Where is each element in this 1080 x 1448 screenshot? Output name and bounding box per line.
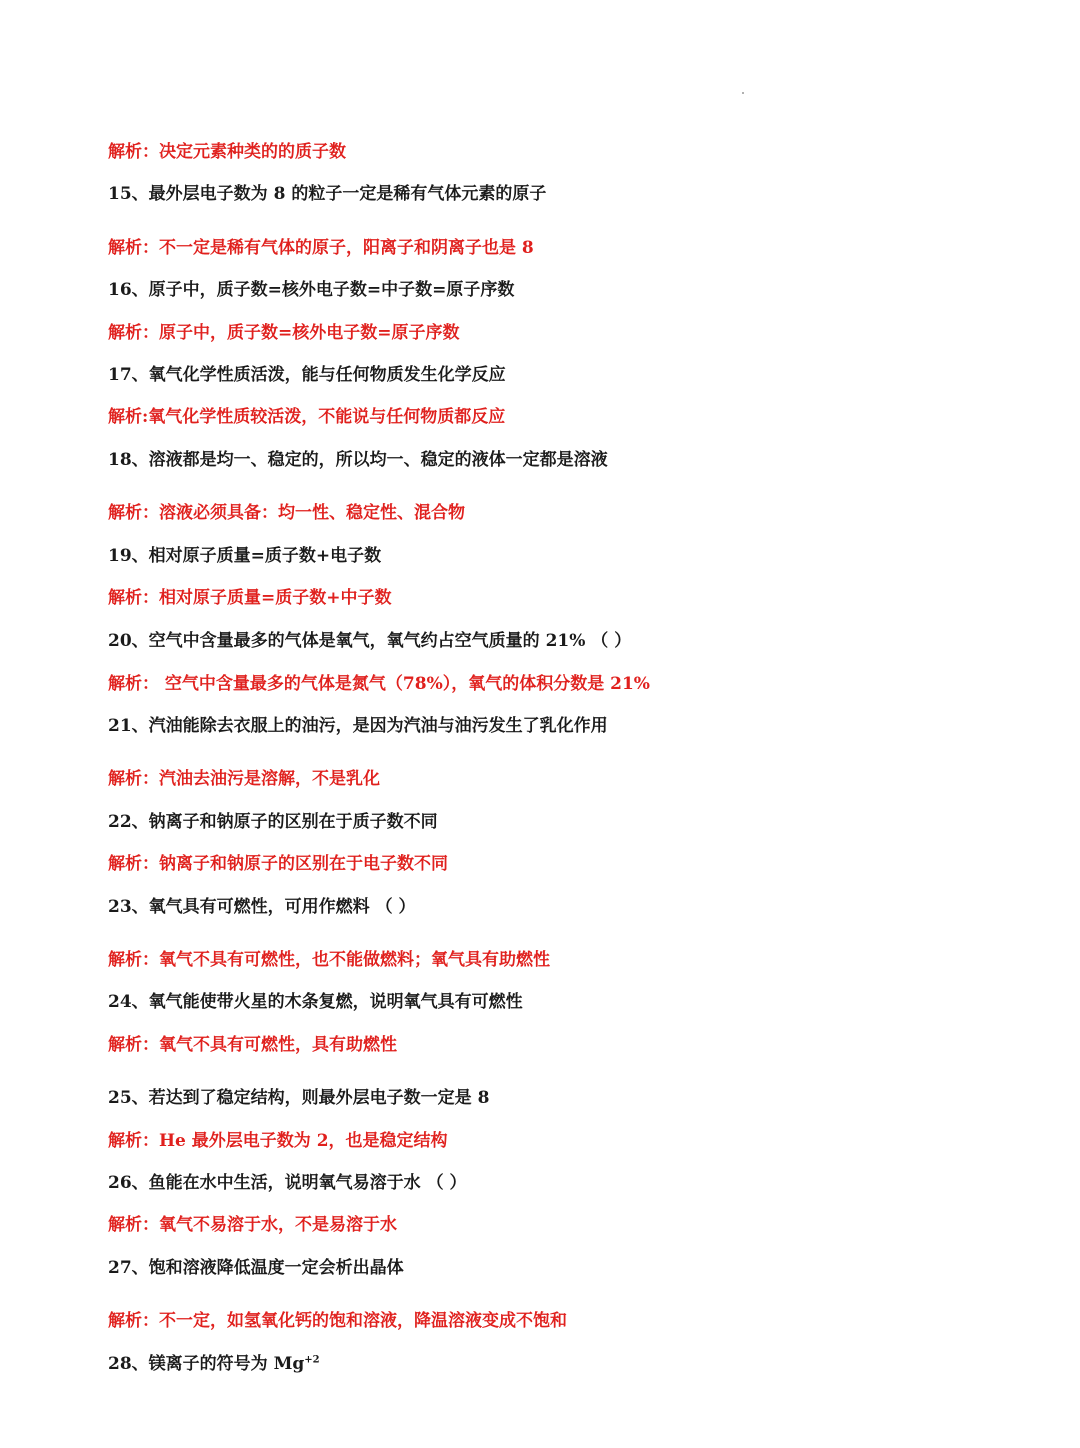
question-line: 18、溶液都是均一、稳定的，所以均一、稳定的液体一定都是溶液	[108, 450, 608, 470]
question-text: 28、镁离子的符号为 Mg	[108, 1354, 305, 1374]
question-line: 16、原子中，质子数=核外电子数=中子数=原子序数	[108, 280, 515, 300]
answer-line: 解析：原子中，质子数=核外电子数=原子序数	[108, 323, 460, 343]
question-line: 25、若达到了稳定结构，则最外层电子数一定是 8	[108, 1088, 490, 1108]
charge-superscript: +2	[304, 1354, 320, 1366]
answer-line: 解析：钠离子和钠原子的区别在于电子数不同	[108, 854, 448, 874]
answer-line: 解析：溶液必须具备：均一性、稳定性、混合物	[108, 503, 465, 523]
answer-line: 解析：决定元素种类的的质子数	[108, 142, 346, 162]
answer-line: 解析:氧气化学性质较活泼，不能说与任何物质都反应	[108, 407, 506, 427]
question-line: 15、最外层电子数为 8 的粒子一定是稀有气体元素的原子	[108, 184, 547, 204]
question-line: 17、氧气化学性质活泼，能与任何物质发生化学反应	[108, 365, 506, 385]
answer-line: 解析：氧气不具有可燃性，也不能做燃料；氧气具有助燃性	[108, 950, 550, 970]
answer-line: 解析：不一定，如氢氧化钙的饱和溶液，降温溶液变成不饱和	[108, 1311, 567, 1331]
question-line: 23、氧气具有可燃性，可用作燃料 （ ）	[108, 897, 416, 917]
question-line: 24、氧气能使带火星的木条复燃，说明氧气具有可燃性	[108, 992, 523, 1012]
question-line	[108, 1352, 320, 1376]
answer-line: 解析：相对原子质量=质子数+中子数	[108, 588, 392, 608]
answer-line: 解析： 空气中含量最多的气体是氮气（78%），氧气的体积分数是 21%	[108, 674, 650, 694]
question-line: 22、钠离子和钠原子的区别在于质子数不同	[108, 812, 438, 832]
question-line: 27、饱和溶液降低温度一定会析出晶体	[108, 1258, 404, 1278]
question-line: 19、相对原子质量=质子数+电子数	[108, 546, 382, 566]
answer-line: 解析：氧气不易溶于水，不是易溶于水	[108, 1215, 397, 1235]
answer-line: 解析：汽油去油污是溶解，不是乳化	[108, 769, 380, 789]
question-line: 20、空气中含量最多的气体是氧气，氧气约占空气质量的 21% （ ）	[108, 631, 632, 651]
question-line: 26、鱼能在水中生活，说明氧气易溶于水 （ ）	[108, 1173, 467, 1193]
answer-line: 解析：氧气不具有可燃性，具有助燃性	[108, 1035, 397, 1055]
question-line: 21、汽油能除去衣服上的油污，是因为汽油与油污发生了乳化作用	[108, 716, 608, 736]
page-speck	[742, 92, 744, 94]
answer-line: 解析：He 最外层电子数为 2，也是稳定结构	[108, 1131, 448, 1151]
answer-line: 解析：不一定是稀有气体的原子，阳离子和阴离子也是 8	[108, 238, 534, 258]
